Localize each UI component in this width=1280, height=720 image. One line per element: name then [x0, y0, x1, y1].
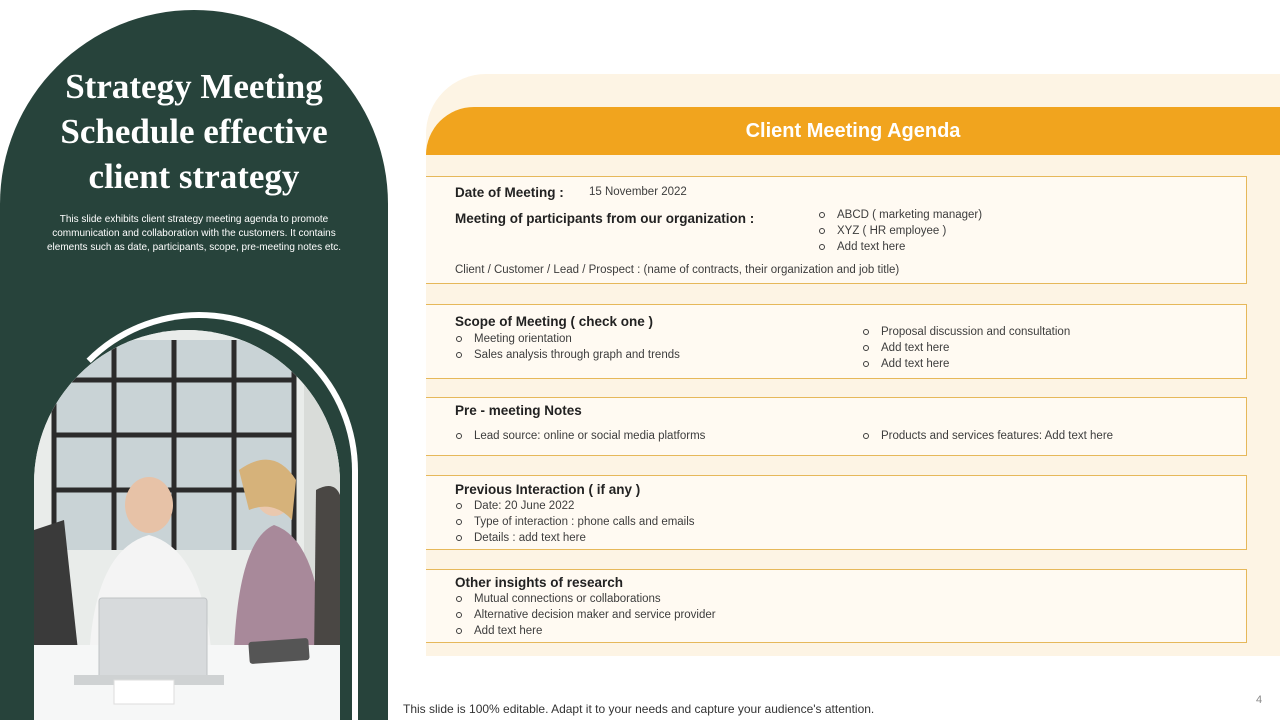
previous-interaction-title: Previous Interaction ( if any ): [455, 482, 641, 497]
list-item: Type of interaction : phone calls and emails: [455, 514, 695, 530]
list-item: Mutual connections or collaborations: [455, 591, 716, 607]
list-item: Meeting orientation: [455, 331, 680, 347]
list-item: Date: 20 June 2022: [455, 498, 695, 514]
slide-title-line: Schedule effective: [60, 112, 328, 151]
decorative-arc-side: [352, 470, 358, 720]
list-item: ABCD ( marketing manager): [818, 207, 982, 223]
footer-note: This slide is 100% editable. Adapt it to your needs and capture your audience's attention.: [403, 702, 875, 716]
list-item: Add text here: [862, 340, 1070, 356]
slide-title: [0, 64, 388, 199]
participants-list: [818, 207, 982, 255]
agenda-header: [426, 107, 1280, 155]
client-line: Client / Customer / Lead / Prospect : (name of contracts, their organization and job title): [455, 264, 900, 276]
card-pre-meeting: [426, 397, 1247, 456]
list-item: Alternative decision maker and service provider: [455, 607, 716, 623]
scope-title: Scope of Meeting ( check one ): [455, 314, 654, 329]
list-item: Products and services features: Add text here: [862, 428, 1113, 444]
slide-title-line: Strategy Meeting: [65, 67, 323, 106]
list-item: Proposal discussion and consultation: [862, 324, 1070, 340]
other-insights-title: Other insights of research: [455, 575, 624, 590]
list-item: Add text here: [862, 356, 1070, 372]
card-other-insights: [426, 569, 1247, 643]
slide-title-line: client strategy: [88, 157, 300, 196]
pre-meeting-left-list: [455, 428, 705, 444]
previous-interaction-list: [455, 498, 695, 546]
date-value: 15 November 2022: [589, 186, 687, 198]
slide-description: This slide exhibits client strategy meeting agenda to promote communication and collaboration with the customers. It contains elements such as date, participants, scope, pre-meeting notes etc.: [46, 214, 342, 253]
card-date-participants: [426, 176, 1247, 284]
list-item: Lead source: online or social media platforms: [455, 428, 705, 444]
list-item: XYZ ( HR employee ): [818, 223, 982, 239]
list-item: Add text here: [455, 623, 716, 639]
page-number: 4: [1256, 694, 1263, 706]
pre-meeting-title: Pre - meeting Notes: [455, 403, 582, 418]
list-item: Add text here: [818, 239, 982, 255]
participants-label: Meeting of participants from our organization :: [455, 211, 755, 226]
agenda-header-title: Client Meeting Agenda: [745, 120, 961, 142]
date-label: Date of Meeting :: [455, 185, 564, 200]
other-insights-list: [455, 591, 716, 639]
meeting-photo-illustration: [34, 330, 340, 720]
list-item: Details : add text here: [455, 530, 695, 546]
list-item: Sales analysis through graph and trends: [455, 347, 680, 363]
scope-left-list: [455, 331, 680, 363]
pre-meeting-right-list: [862, 428, 1113, 444]
card-previous-interaction: [426, 475, 1247, 550]
scope-right-list: [862, 324, 1070, 372]
card-scope: [426, 304, 1247, 379]
meeting-photo: [34, 330, 340, 720]
